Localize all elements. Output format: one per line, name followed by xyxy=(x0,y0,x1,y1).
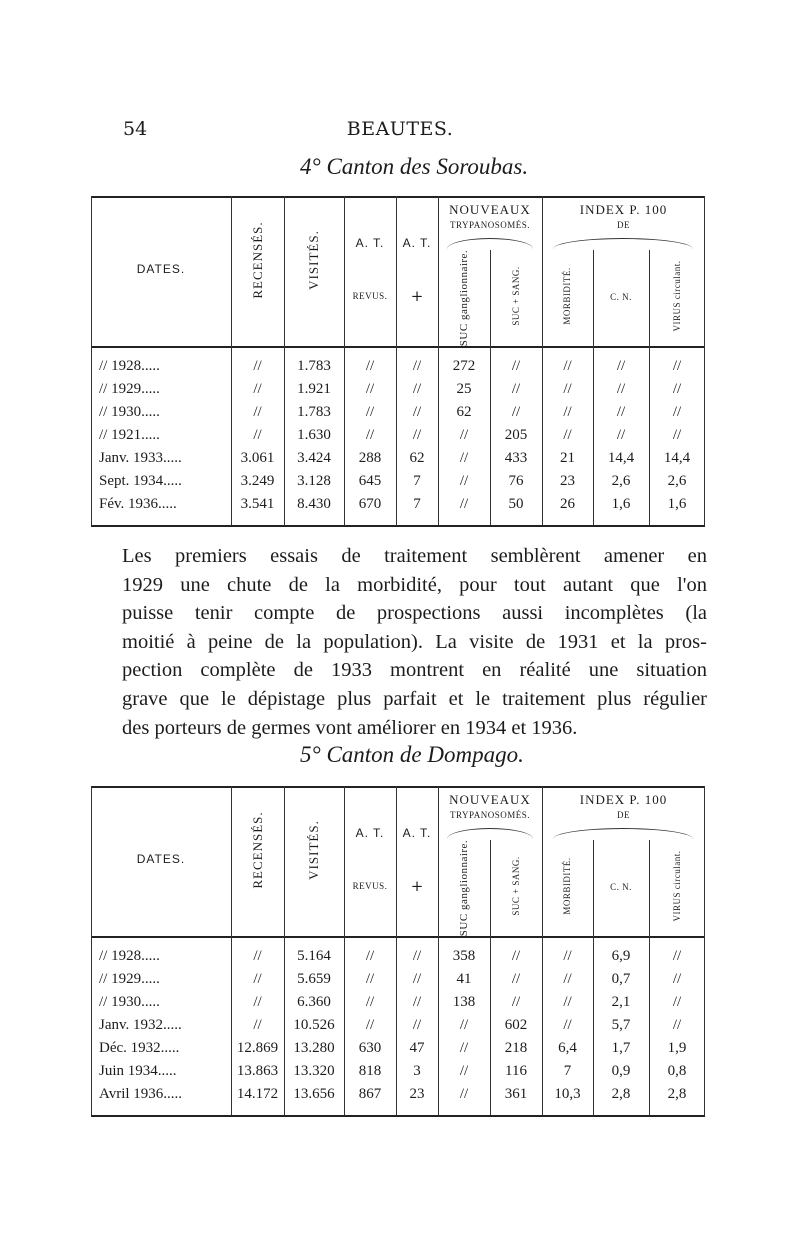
header-nouveaux: NOUVEAUX xyxy=(449,202,531,217)
cell-morbidite: 23 xyxy=(560,473,575,489)
cell-morbidite: 6,4 xyxy=(558,1040,577,1056)
cell-at-revus: 630 xyxy=(358,1040,382,1056)
row-date: // 1930..... xyxy=(99,994,160,1010)
cell-suc-sang: // xyxy=(511,948,521,964)
cell-recenses: 12.869 xyxy=(236,1040,279,1056)
cell-recenses: 14.172 xyxy=(236,1086,279,1102)
row-date: Fév. 1936..... xyxy=(99,496,177,512)
cell-cn: 5,7 xyxy=(611,1017,631,1033)
cell-recenses: 3.541 xyxy=(240,496,275,512)
cell-visites: 13.280 xyxy=(293,1040,335,1056)
header-brace xyxy=(447,238,533,249)
cell-virus: // xyxy=(672,994,682,1010)
cell-at-plus: 3 xyxy=(413,1063,421,1079)
table-left-border xyxy=(91,786,92,1115)
header-visites: VISITÉS. xyxy=(306,820,321,880)
header-trypanosomes: TRYPANOSOMÉS. xyxy=(450,220,530,230)
cell-suc-sang: // xyxy=(511,994,521,1010)
header-suc-sang: SUC + SANG. xyxy=(511,856,521,916)
cell-cn: 2,6 xyxy=(611,473,631,489)
paragraph-line: Les premiers essais de traitement semblèrent amener en xyxy=(122,545,707,567)
cell-at-revus: // xyxy=(365,994,375,1010)
header-at-plus-bottom: + xyxy=(410,877,424,895)
cell-recenses: 13.863 xyxy=(236,1063,279,1079)
cell-virus: // xyxy=(672,948,682,964)
table2-title: 5° Canton de Dompago. xyxy=(300,742,524,767)
table-bottom-rule xyxy=(91,1115,705,1117)
cell-at-revus: // xyxy=(365,1017,375,1033)
header-recenses: RECENSÉS. xyxy=(250,811,265,889)
cell-at-plus: // xyxy=(412,971,422,987)
cell-morbidite: 21 xyxy=(560,450,575,466)
cell-virus: 1,6 xyxy=(667,496,687,512)
header-suc-ganglionnaire: SUC ganglionnaire. xyxy=(458,249,470,347)
cell-suc-sang: 76 xyxy=(508,473,524,489)
cell-cn: // xyxy=(616,404,626,420)
cell-at-plus: 23 xyxy=(409,1086,425,1102)
header-virus: VIRUS circulant. xyxy=(672,260,682,332)
cell-suc-sang: 218 xyxy=(504,1040,528,1056)
cell-at-revus: // xyxy=(365,358,375,374)
header-brace xyxy=(553,238,693,249)
cell-suc-gang: 41 xyxy=(456,971,472,987)
cell-virus: 2,6 xyxy=(667,473,687,489)
cell-virus: 1,9 xyxy=(667,1040,687,1056)
cell-at-revus: // xyxy=(365,381,375,397)
row-date: Déc. 1932..... xyxy=(99,1040,180,1056)
cell-suc-sang: // xyxy=(511,381,521,397)
cell-cn: // xyxy=(616,427,626,443)
page-number: 54 xyxy=(123,118,148,140)
cell-at-revus: 645 xyxy=(358,473,382,489)
cell-recenses: // xyxy=(253,1017,262,1033)
cell-at-plus: // xyxy=(412,358,422,374)
cell-morbidite: // xyxy=(563,358,572,374)
cell-at-plus: 62 xyxy=(409,450,425,466)
cell-recenses: // xyxy=(253,994,262,1010)
header-morbidite: MORBIDITÉ. xyxy=(562,267,572,325)
paragraph-line: des porteurs de germes vont améliorer en 1934 et 1936. xyxy=(122,716,578,739)
cell-recenses: 3.249 xyxy=(240,473,275,489)
cell-visites: 5.659 xyxy=(297,971,331,987)
cell-suc-gang: 272 xyxy=(452,358,476,374)
row-date: // 1928..... xyxy=(99,948,160,964)
paragraph-line: grave que le dépistage plus parfait et le traitement plus régulier xyxy=(122,687,707,710)
header-at-plus-bottom: + xyxy=(410,287,424,305)
row-date: // 1928..... xyxy=(99,358,160,374)
cell-suc-gang: // xyxy=(459,450,469,466)
cell-cn: 1,7 xyxy=(611,1040,631,1056)
table-left-border xyxy=(91,196,92,525)
cell-cn: // xyxy=(616,381,626,397)
paragraph-line: puisse tenir compte de prospections aussi incomplètes (la xyxy=(122,602,707,625)
paragraph-line: pection complète de 1933 montrent en réalité une situation xyxy=(122,659,707,682)
header-index-de: DE xyxy=(617,810,630,820)
cell-visites: 1.783 xyxy=(297,404,331,420)
header-visites: VISITÉS. xyxy=(306,230,321,290)
cell-visites: 10.526 xyxy=(293,1017,335,1033)
cell-at-plus: 7 xyxy=(413,473,421,489)
cell-suc-gang: 358 xyxy=(452,948,476,964)
cell-at-revus: 288 xyxy=(358,450,382,466)
table1-title: 4° Canton des Soroubas. xyxy=(300,154,529,179)
running-title: BEAUTES. xyxy=(346,118,454,140)
cell-suc-sang: // xyxy=(511,404,521,420)
cell-suc-gang: 138 xyxy=(452,994,476,1010)
header-at-revus-bottom: REVUS. xyxy=(352,291,388,301)
cell-suc-gang: // xyxy=(459,1040,469,1056)
body-paragraph xyxy=(122,542,707,742)
row-date: Avril 1936..... xyxy=(99,1086,183,1102)
cell-suc-sang: // xyxy=(511,971,521,987)
header-cn: C. N. xyxy=(610,882,632,892)
cell-visites: 6.360 xyxy=(297,994,331,1010)
header-nouveaux: NOUVEAUX xyxy=(449,792,531,807)
cell-morbidite: // xyxy=(563,1017,572,1033)
cell-recenses: // xyxy=(253,948,262,964)
cell-visites: 1.783 xyxy=(297,358,331,374)
cell-recenses: 3.061 xyxy=(240,450,275,466)
header-virus: VIRUS circulant. xyxy=(672,850,682,922)
row-date: // 1929..... xyxy=(99,381,160,397)
cell-suc-gang: // xyxy=(459,1017,469,1033)
cell-at-plus: // xyxy=(412,948,422,964)
table-top-rule xyxy=(91,786,705,788)
cell-cn: // xyxy=(616,358,626,374)
header-morbidite: MORBIDITÉ. xyxy=(562,857,572,915)
cell-at-plus: 7 xyxy=(413,496,421,512)
header-dates: DATES. xyxy=(136,262,186,276)
paragraph-line: moitié à peine de la population). La visite de 1931 et la pros- xyxy=(122,630,707,653)
cell-morbidite: // xyxy=(563,404,572,420)
cell-virus: 0,8 xyxy=(667,1063,687,1079)
cell-suc-gang: // xyxy=(459,1086,469,1102)
cell-at-revus: // xyxy=(365,948,375,964)
cell-virus: // xyxy=(672,381,682,397)
header-index: INDEX P. 100 xyxy=(579,202,668,217)
header-index: INDEX P. 100 xyxy=(579,792,668,807)
cell-suc-sang: 361 xyxy=(504,1086,528,1102)
cell-suc-sang: 433 xyxy=(504,450,528,466)
row-date: // 1921..... xyxy=(99,427,160,443)
cell-virus: // xyxy=(672,971,682,987)
cell-at-plus: // xyxy=(412,994,422,1010)
cell-suc-gang: 25 xyxy=(456,381,472,397)
header-dates: DATES. xyxy=(136,852,186,866)
cell-recenses: // xyxy=(253,427,262,443)
cell-virus: // xyxy=(672,358,682,374)
cell-recenses: // xyxy=(253,404,262,420)
row-date: // 1929..... xyxy=(99,971,160,987)
cell-visites: 3.128 xyxy=(297,473,331,489)
row-date: Juin 1934..... xyxy=(99,1063,177,1079)
header-at-revus-top: A. T. xyxy=(355,236,385,250)
cell-at-revus: 670 xyxy=(358,496,382,512)
cell-morbidite: 10,3 xyxy=(554,1086,581,1102)
cell-virus: 14,4 xyxy=(663,450,691,466)
cell-cn: 14,4 xyxy=(607,450,635,466)
cell-suc-sang: 50 xyxy=(508,496,524,512)
cell-at-plus: // xyxy=(412,404,422,420)
row-date: // 1930..... xyxy=(99,404,160,420)
cell-visites: 13.320 xyxy=(293,1063,335,1079)
header-at-plus-top: A. T. xyxy=(402,826,432,840)
cell-visites: 13.656 xyxy=(293,1086,335,1102)
table-top-rule xyxy=(91,196,705,198)
table-canton-dompago xyxy=(91,786,705,1124)
cell-cn: 6,9 xyxy=(611,948,631,964)
cell-at-plus: // xyxy=(412,1017,422,1033)
cell-visites: 1.921 xyxy=(297,381,331,397)
cell-suc-gang: // xyxy=(459,496,469,512)
header-brace xyxy=(553,828,693,839)
cell-suc-gang: // xyxy=(459,1063,469,1079)
cell-recenses: // xyxy=(253,381,262,397)
cell-morbidite: // xyxy=(563,971,572,987)
cell-morbidite: 7 xyxy=(563,1063,572,1079)
cell-at-plus: // xyxy=(412,427,422,443)
cell-at-plus: 47 xyxy=(409,1040,425,1056)
header-at-plus-top: A. T. xyxy=(402,236,432,250)
cell-suc-sang: 602 xyxy=(504,1017,528,1033)
table-bottom-rule xyxy=(91,525,705,527)
header-at-revus-top: A. T. xyxy=(355,826,385,840)
cell-morbidite: // xyxy=(563,994,572,1010)
paragraph-line: 1929 une chute de la morbidité, pour tout autant que l'on xyxy=(122,573,707,596)
cell-cn: 2,8 xyxy=(611,1086,631,1102)
header-suc-sang: SUC + SANG. xyxy=(511,266,521,326)
header-bottom-rule xyxy=(91,346,705,348)
cell-morbidite: 26 xyxy=(560,496,575,512)
cell-virus: // xyxy=(672,404,682,420)
cell-recenses: // xyxy=(253,971,262,987)
cell-at-revus: 867 xyxy=(358,1086,382,1102)
cell-cn: 2,1 xyxy=(611,994,631,1010)
header-brace xyxy=(447,828,533,839)
cell-at-revus: // xyxy=(365,427,375,443)
cell-morbidite: // xyxy=(563,381,572,397)
header-suc-ganglionnaire: SUC ganglionnaire. xyxy=(458,839,470,937)
cell-visites: 8.430 xyxy=(297,496,331,512)
cell-cn: 0,7 xyxy=(611,971,631,987)
cell-cn: 1,6 xyxy=(611,496,631,512)
cell-virus: 2,8 xyxy=(667,1086,687,1102)
cell-at-plus: // xyxy=(412,381,422,397)
header-recenses: RECENSÉS. xyxy=(250,221,265,299)
cell-recenses: // xyxy=(253,358,262,374)
header-trypanosomes: TRYPANOSOMÉS. xyxy=(450,810,530,820)
header-bottom-rule xyxy=(91,936,705,938)
cell-suc-sang: 116 xyxy=(505,1063,527,1079)
cell-morbidite: // xyxy=(563,427,572,443)
cell-suc-gang: // xyxy=(459,473,469,489)
header-cn: C. N. xyxy=(610,292,632,302)
cell-visites: 5.164 xyxy=(297,948,331,964)
table-canton-soroubas xyxy=(91,196,705,536)
cell-suc-gang: // xyxy=(459,427,469,443)
row-date: Sept. 1934..... xyxy=(99,473,182,489)
header-index-de: DE xyxy=(617,220,630,230)
header-at-revus-bottom: REVUS. xyxy=(352,881,388,891)
cell-visites: 1.630 xyxy=(297,427,331,443)
cell-virus: // xyxy=(672,1017,682,1033)
cell-at-revus: // xyxy=(365,971,375,987)
cell-at-revus: 818 xyxy=(358,1063,382,1079)
cell-visites: 3.424 xyxy=(297,450,331,466)
row-date: Janv. 1933..... xyxy=(99,450,182,466)
cell-suc-sang: 205 xyxy=(504,427,528,443)
cell-suc-sang: // xyxy=(511,358,521,374)
cell-cn: 0,9 xyxy=(611,1063,631,1079)
cell-morbidite: // xyxy=(563,948,572,964)
cell-suc-gang: 62 xyxy=(456,404,472,420)
cell-virus: // xyxy=(672,427,682,443)
cell-at-revus: // xyxy=(365,404,375,420)
row-date: Janv. 1932..... xyxy=(99,1017,182,1033)
